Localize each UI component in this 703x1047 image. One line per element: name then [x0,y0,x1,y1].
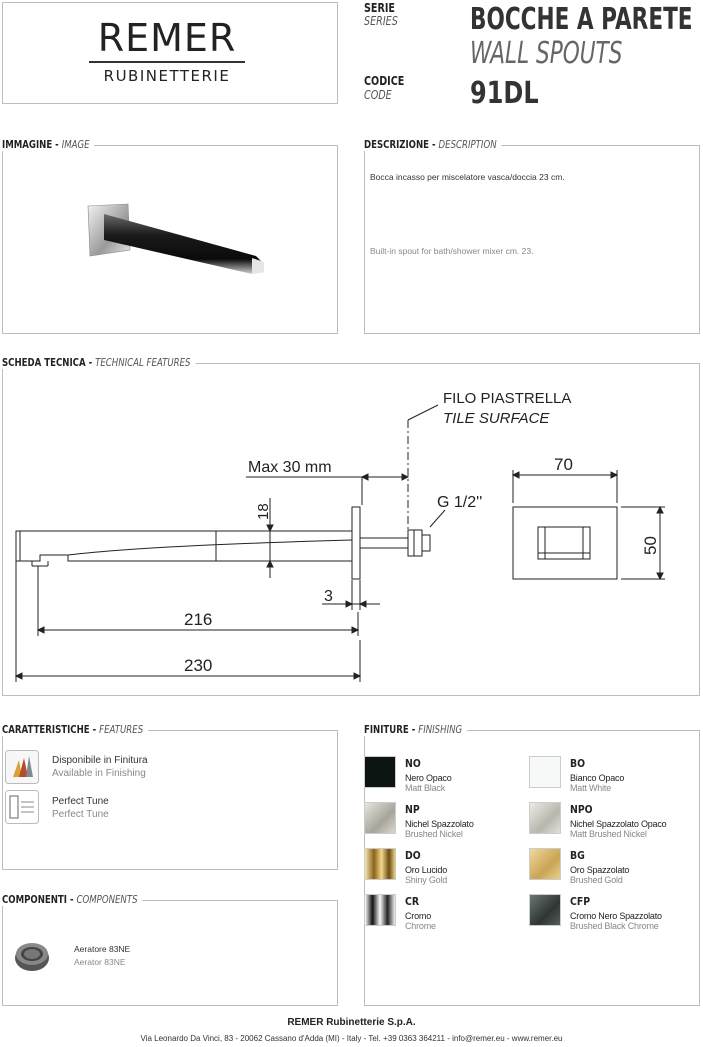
finish-cfp [570,895,662,931]
finish-name: Nero Opaco [405,773,452,783]
color-finishes-icon [5,750,39,784]
technical-section-title: SCHEDA TECNICA - TECHNICAL FEATURES [2,356,195,369]
perfect-tune-icon [5,790,39,824]
finish-name-en: Brushed Gold [570,875,623,885]
feature-2-en: Perfect Tune [52,809,109,820]
brand-logo [81,17,253,85]
footer-company: REMER Rubinetterie S.p.A. [287,1017,416,1028]
side-view [513,507,617,579]
finish-code: BG [570,849,585,862]
finish-code: NO [405,757,421,770]
component-1-it: Aeratore 83NE [74,944,131,954]
code-value: 91DL [470,76,539,111]
finish-name: Cromo [405,911,432,921]
wall-plate [352,507,360,579]
finish-name-en: Chrome [405,921,436,931]
logo-divider [89,61,245,63]
finish-name: Nichel Spazzolato [405,819,474,829]
brand-sub: RUBINETTERIE [103,67,231,85]
finish-no [405,757,452,793]
brand-name: REMER [97,16,237,60]
swatch-cfp [529,894,561,926]
finish-code: BO [570,757,586,770]
serie-value: BOCCHE A PARETE [470,2,693,37]
finish-code: CR [405,895,420,908]
dim-70: 70 [554,455,573,474]
components-section-title: COMPONENTI - COMPONENTS [2,893,142,906]
code-label: CODICE [364,74,405,88]
dim-3: 3 [324,588,333,605]
code-label-en: CODE [364,88,392,102]
finish-do [405,849,447,885]
description-it: Bocca incasso per miscelatore vasca/doccia 23 cm. [370,172,565,182]
components-box [2,900,338,1006]
feature-1-en: Available in Finishing [52,768,146,779]
finish-name-en: Brushed Nickel [405,829,463,839]
serie-label-en: SERIES [364,14,398,28]
logo-box [2,2,338,104]
serie-label: SERIE [364,1,395,15]
finish-name-en: Shiny Gold [405,875,448,885]
finish-name: Nichel Spazzolato Opaco [570,819,667,829]
description-en: Built-in spout for bath/shower mixer cm. 23. [370,246,534,256]
dim-216: 216 [184,610,213,629]
swatch-npo [529,802,561,834]
finishing-section-title: FINITURE - FINISHING [364,723,467,736]
finish-code: DO [405,849,421,862]
features-section-title: CARATTERISTICHE - FEATURES [2,723,148,736]
description-section-title: DESCRIZIONE - DESCRIPTION [364,138,501,151]
finish-name-en: Matt Brushed Nickel [570,829,647,839]
finish-bo [570,757,624,793]
finish-code: NP [405,803,420,816]
finish-name-en: Matt Black [405,783,446,793]
tile-label-it: FILO PIASTRELLA [443,390,572,407]
swatch-do [364,848,396,880]
product-image [80,200,270,280]
dim-230: 230 [184,656,213,675]
finish-np [405,803,474,839]
finish-name: Bianco Opaco [570,773,625,783]
swatch-cr [364,894,396,926]
finish-name: Oro Lucido [405,865,448,875]
finish-name: Cromo Nero Spazzolato [570,911,662,921]
finish-name-en: Matt White [570,783,612,793]
image-section-title: IMMAGINE - IMAGE [2,138,94,151]
feature-1-it: Disponibile in Finitura [52,755,148,766]
finish-name: Oro Spazzolato [570,865,630,875]
serie-value-en: WALL SPOUTS [470,36,623,71]
swatch-np [364,802,396,834]
finish-bg [570,849,629,885]
dim-50: 50 [641,536,660,555]
finish-npo [570,803,666,839]
dim-18: 18 [255,503,272,520]
aerator-icon [12,938,52,974]
finish-code: CFP [570,895,591,908]
dim-max: Max 30 mm [248,459,332,476]
component-1-en: Aerator 83NE [74,957,126,967]
tile-label-en: TILE SURFACE [443,410,550,427]
feature-2-it: Perfect Tune [52,796,109,807]
footer-address: Via Leonardo Da Vinci, 83 - 20062 Cassano d'Adda (MI) - Italy - Tel. +39 0363 364211 - info@remer.eu - www.remer.eu [140,1034,563,1043]
swatch-bo [529,756,561,788]
finish-cr [405,895,436,931]
technical-drawing [0,380,703,696]
finish-name-en: Brushed Black Chrome [570,921,659,931]
finish-code: NPO [570,803,593,816]
swatch-bg [529,848,561,880]
swatch-no [364,756,396,788]
dim-thread: G 1/2'' [437,494,483,511]
